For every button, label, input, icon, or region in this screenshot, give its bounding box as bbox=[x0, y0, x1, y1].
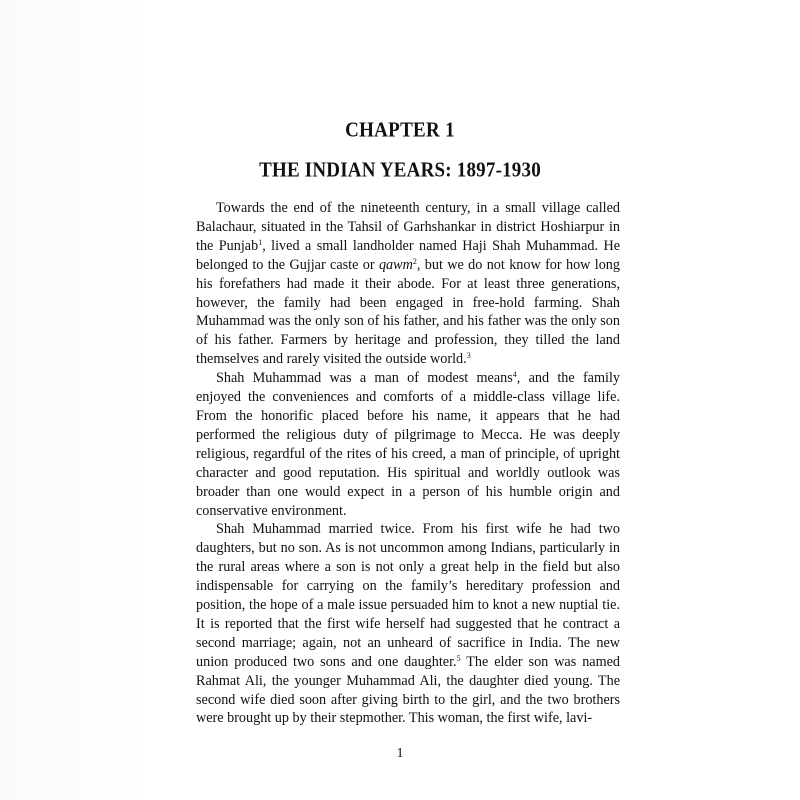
text-run: Shah Muhammad was a man of modest means bbox=[216, 370, 513, 387]
footnote-marker: 5 bbox=[456, 653, 461, 663]
footnote-marker: 1 bbox=[258, 237, 263, 247]
text-run: , and the family enjoyed the conveniences and comforts of a middle-class village life. From the honorific placed before his name, it appears that he had performed the religious duty of pilgrimage to Mecca. He was deeply religious, regardful of the rites of his creed, a man of principle, of upright character and good reputation. His spiritual and worldly outlook was broader than one would expect in a person of his humble origin and conservative environment. bbox=[196, 370, 620, 519]
text-run: , but we do not know for how long his forefathers had made it their abode. For at least three generations, however, the family had been engaged in free-hold farming. Shah Muhammad was the only son of his father, and his father was the only son of his father. Farmers by heritage and profession, they tilled the land themselves and rarely visited the outside world. bbox=[196, 256, 620, 368]
body-text bbox=[196, 199, 620, 728]
paragraph bbox=[196, 199, 620, 369]
paragraph bbox=[196, 520, 620, 728]
text-run: The elder son was named Rahmat Ali, the younger Muhammad Ali, the daughter died young. The second wife died soon after giving birth to the girl, and the two brothers were brought up by their stepmother. This woman, the first wife, lavi- bbox=[196, 653, 621, 727]
footnote-marker: 4 bbox=[512, 370, 517, 380]
page-number: 1 bbox=[396, 746, 404, 761]
chapter-title: THE INDIAN YEARS: 1897-1930 bbox=[259, 158, 541, 182]
footnote-marker: 2 bbox=[412, 256, 417, 266]
italic-term: qawm bbox=[378, 256, 413, 273]
paragraph bbox=[196, 369, 620, 520]
text-run: Shah Muhammad married twice. From his first wife he had two daughters, but no son. As is not uncommon among Indians, particularly in the rural areas where a son is not only a great help in the field but also indispensable for carrying on the family’s hereditary profession and position, the hope of a male issue persuaded him to knot a new nuptial tie. It is reported that the first wife herself had suggested that he contract a second marriage; again, not an unheard of sacrifice in India. The new union produced two sons and one daughter. bbox=[196, 521, 620, 670]
text-run: Towards the end of the nineteenth century, in a small village called Balachaur, situated in the Tahsil of Garhshankar in district Hoshiarpur in the Punjab bbox=[196, 200, 620, 254]
text-run: , lived a small landholder named Haji Shah Muhammad. He belonged to the Gujjar caste or bbox=[196, 237, 621, 273]
footnote-marker: 3 bbox=[466, 351, 471, 361]
chapter-label: CHAPTER 1 bbox=[345, 118, 455, 142]
